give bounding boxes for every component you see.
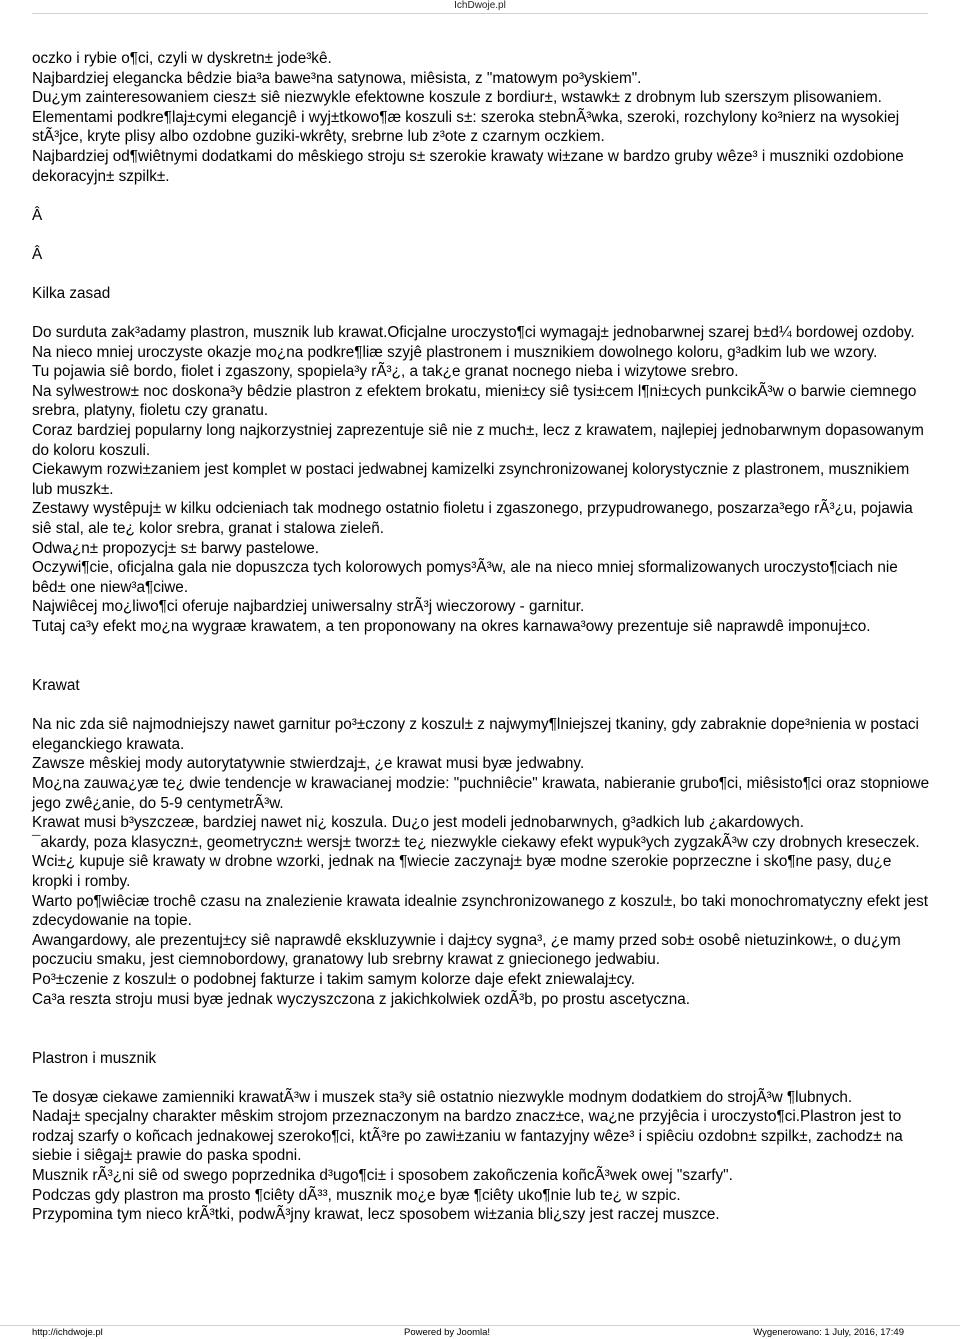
- spacer: [32, 1009, 932, 1049]
- section-paragraph: Po³±czenie z koszul± o podobnej fakturze i takim samym kolorze daje efekt zniewalaj±cy.: [32, 970, 636, 988]
- section-paragraph: Wci±¿ kupuje siê krawaty w drobne wzorki, jednak na ¶wiecie zaczynaj± byæ modne szerokie poprzeczne i sko¶ne pasy, du¿e kropki i romby.: [32, 853, 892, 890]
- section-heading-krawat: Krawat: [32, 677, 80, 695]
- section-paragraph: Mo¿na zauwa¿yæ te¿ dwie tendencje w krawacianej modzie: "puchniêcie" krawata, nabieranie grubo¶ci, miêsisto¶ci oraz stopniowe jego zwê¿anie, do 5-9 centymetrÃ³w.: [32, 774, 930, 812]
- section-paragraph: ¯akardy, poza klasyczn±, geometryczn± wersj± tworz± te¿ niezwykle ciekawy efekt wypuk³ych zygzakÃ³w czy drobnych kreseczek.: [32, 833, 920, 851]
- spacer: [32, 1068, 932, 1087]
- site-name-header: IchDwoje.pl: [454, 0, 506, 11]
- section-paragraph: Zestawy wystêpuj± w kilku odcieniach tak modnego ostatnio fioletu i zgaszonego, przypudrowanego, poszarza³ego rÃ³¿u, pojawia siê stal, ale te¿ kolor srebra, granat i stalowa zieleñ.: [32, 500, 913, 538]
- section-paragraph: Podczas gdy plastron ma prosto ¶ciêty dÃ³³, musznik mo¿e byæ ¶ciêty uko¶nie lub te¿ w szpic.: [32, 1186, 681, 1204]
- footer-site-url-link[interactable]: http://ichdwoje.pl: [32, 1327, 103, 1338]
- spacer: [32, 265, 932, 285]
- footer-powered-by: Powered by Joomla!: [404, 1327, 491, 1338]
- section-paragraph: Do surduta zak³adamy plastron, musznik lub krawat.Oficjalne uroczysto¶ci wymagaj± jednobarwnej szarej b±d¼ bordowej ozdoby.: [32, 324, 915, 342]
- intro-paragraph-3: Du¿ym zainteresowaniem ciesz± siê niezwykle efektowne koszule z bordiur±, wstawk± z drobnym lub szerszym plisowaniem.: [32, 89, 882, 107]
- section-paragraph: Ciekawym rozwi±zaniem jest komplet w postaci jedwabnej kamizelki zsynchronizowanej kolorystycznie z plastronem, musznikiem lub muszk±.: [32, 461, 910, 498]
- intro-paragraph-2: Najbardziej elegancka bêdzie bia³a bawe³na satynowa, miêsista, z "matowym po³yskiem".: [32, 69, 642, 87]
- section-paragraph: Przypomina tym nieco krÃ³tki, podwÃ³jny krawat, lecz sposobem wi±zania bli¿szy jest raczej muszce.: [32, 1206, 720, 1224]
- section-paragraph: Musznik rÃ³¿ni siê od swego poprzednika d³ugo¶ci± i sposobem zakoñczenia koñcÃ³wek owej "szarfy".: [32, 1167, 733, 1185]
- section-heading-kilka-zasad: Kilka zasad: [32, 285, 111, 303]
- intro-paragraph-5: Najbardziej od¶wiêtnymi dodatkami do mêskiego stroju s± szerokie krawaty wi±zane w bardzo gruby wêze³ i muszniki ozdobione dekoracyjn± szpilk±.: [32, 147, 904, 185]
- section-paragraph: Oczywi¶cie, oficjalna gala nie dopuszcza tych kolorowych pomys³Ã³w, ale na nieco mniej sformalizowanych uroczysto¶ciach nie bêd± one niew³a¶ciwe.: [32, 559, 898, 596]
- section-paragraph: Ca³a reszta stroju musi byæ jednak wyczyszczona z jakichkolwiek ozdÃ³b, po prostu ascetyczna.: [32, 990, 691, 1008]
- spacer: [32, 637, 932, 677]
- section-paragraph: Tutaj ca³y efekt mo¿na wygraæ krawatem, a ten proponowany na okres karnawa³owy prezentuje siê naprawdê imponuj±co.: [32, 618, 871, 636]
- section-paragraph: Na sylwestrow± noc doskona³y bêdzie plastron z efektem brokatu, mieni±cy siê tysi±cem l¶ni±cych punkcikÃ³w o barwie ciemnego srebra, platyny, fioletu czy granatu.: [32, 382, 917, 420]
- spacer: [32, 304, 932, 323]
- intro-paragraph-1: oczko i rybie o¶ci, czyli w dyskretn± jode³kê.: [32, 50, 332, 67]
- stray-character: Â: [32, 245, 43, 263]
- header-divider: [32, 13, 928, 14]
- section-paragraph: Nadaj± specjalny charakter mêskim strojom przeznaczonym na bardzo znacz±ce, wa¿ne przyjêcia i uroczysto¶ci.Plastron jest to rodzaj szarfy o koñcach jednakowej szeroko¶ci, ktÃ³re po zawi±zaniu w fantazyjny wêze³ i spiêciu ozdobn± szpilk±, zachodz± na siebie i siêgaj± prawie do paska spodni.: [32, 1108, 903, 1165]
- footer-generated-date: Wygenerowano: 1 July, 2016, 17:49: [753, 1327, 904, 1338]
- intro-paragraph-4: Elementami podkre¶laj±cymi elegancjê i wyj±tkowo¶æ koszuli s±: szeroka stebnÃ³wka, szeroki, rozchylony ko³nierz na wysokiej stÃ³jce, kryte plisy albo ozdobne guziki-wkrêty, srebrne lub z³ote z czarnym oczkiem.: [32, 108, 900, 146]
- section-paragraph: Coraz bardziej popularny long najkorzystniej zaprezentuje siê nie z much±, lecz z krawatem, najlepiej jednobarwnym dopasowanym do koloru koszuli.: [32, 422, 924, 459]
- spacer: [32, 186, 932, 206]
- stray-character: Â: [32, 206, 43, 224]
- section-paragraph: Awangardowy, ale prezentuj±cy siê naprawdê ekskluzywnie i daj±cy sygna³, ¿e mamy przed sob± osobê nietuzinkow±, o du¿ym poczuciu smaku, jest ciemnobordowy, granatowy lub srebrny krawat z gniecionego jedwabiu.: [32, 931, 901, 969]
- article-body: [32, 49, 932, 1225]
- section-paragraph: Warto po¶wiêciæ trochê czasu na znalezienie krawata idealnie zsynchronizowanego z koszul±, bo taki monochromatyczny efekt jest zdecydowanie na topie.: [32, 892, 929, 930]
- section-paragraph: Krawat musi b³yszczeæ, bardziej nawet ni¿ koszula. Du¿o jest modeli jednobarwnych, g³adkich lub ¿akardowych.: [32, 814, 804, 832]
- section-paragraph: Odwa¿n± propozycj± s± barwy pastelowe.: [32, 539, 320, 557]
- section-paragraph: Na nieco mniej uroczyste okazje mo¿na podkre¶liæ szyjê plastronem i musznikiem dowolnego koloru, g³adkim lub we wzory.: [32, 343, 878, 361]
- section-heading-plastron-i-musznik: Plastron i musznik: [32, 1049, 157, 1067]
- section-paragraph: Najwiêcej mo¿liwo¶ci oferuje najbardziej uniwersalny strÃ³j wieczorowy - garnitur.: [32, 598, 585, 616]
- spacer: [32, 225, 932, 245]
- section-paragraph: Tu pojawia siê bordo, fiolet i zgaszony, spopiela³y rÃ³¿, a tak¿e granat nocnego nieba i wizytowe srebro.: [32, 363, 739, 381]
- section-paragraph: Na nic zda siê najmodniejszy nawet garnitur po³±czony z koszul± z najwymy¶lniejszej tkaniny, gdy zabraknie dope³nienia w postaci eleganckiego krawata.: [32, 716, 919, 753]
- spacer: [32, 696, 932, 715]
- section-paragraph: Zawsze mêskiej mody autorytatywnie stwierdzaj±, ¿e krawat musi byæ jedwabny.: [32, 755, 585, 773]
- section-paragraph: Te dosyæ ciekawe zamienniki krawatÃ³w i muszek sta³y siê ostatnio niezwykle modnym dodatkiem do strojÃ³w ¶lubnych.: [32, 1088, 853, 1106]
- page-footer: [0, 1325, 960, 1339]
